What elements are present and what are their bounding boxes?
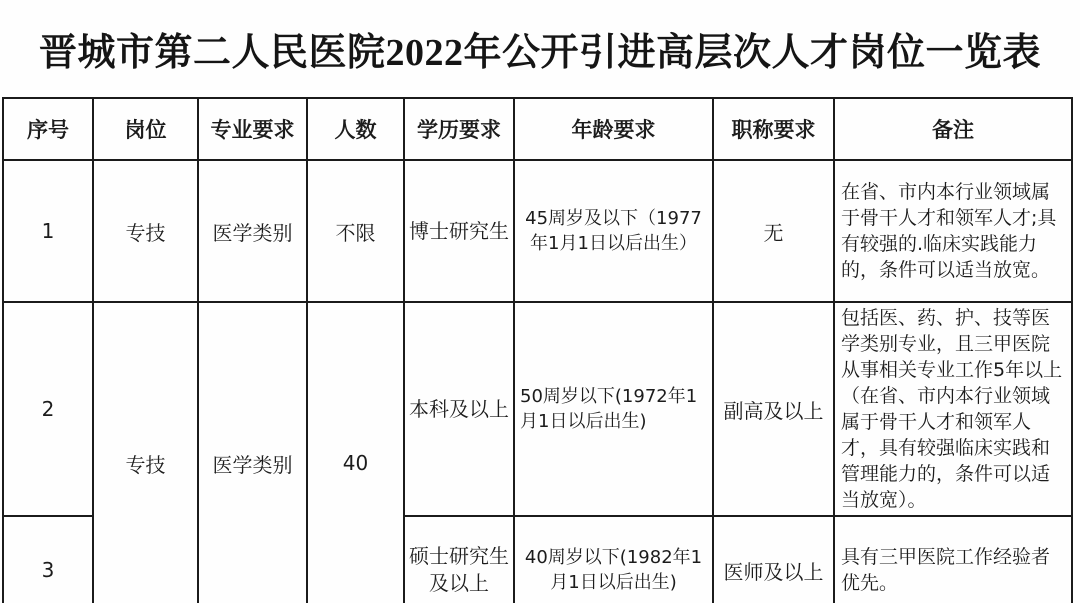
cell-row1-major: 医学类别: [198, 160, 307, 302]
table-header-row: [3, 98, 1072, 160]
cell-row1-title-req: 无: [713, 160, 834, 302]
cell-row1-no: 1: [3, 160, 93, 302]
header-degree: 学历要求: [404, 98, 514, 160]
header-major: 专业要求: [198, 98, 307, 160]
cell-row3-remark: 具有三甲医院工作经验者优先。: [834, 516, 1072, 603]
table-row: [3, 160, 1072, 302]
cell-row2-degree: 本科及以上: [404, 302, 514, 516]
header-count: 人数: [307, 98, 404, 160]
header-no: 序号: [3, 98, 93, 160]
table-row: [3, 302, 1072, 516]
cell-merged-major: 医学类别: [198, 302, 307, 603]
cell-merged-count: 40: [307, 302, 404, 603]
title-bar: [0, 0, 1080, 97]
page-title: 晋城市第二人民医院2022年公开引进高层次人才岗位一览表: [38, 32, 1041, 74]
cell-row1-count: 不限: [307, 160, 404, 302]
cell-row2-title-req: 副高及以上: [713, 302, 834, 516]
cell-row1-post: 专技: [93, 160, 198, 302]
cell-row3-no: 3: [3, 516, 93, 603]
cell-row1-age: 45周岁及以下（1977年1月1日以后出生）: [514, 160, 713, 302]
header-title-req: 职称要求: [713, 98, 834, 160]
cell-row2-age: 50周岁以下(1972年1月1日以后出生): [514, 302, 713, 516]
cell-merged-post: 专技: [93, 302, 198, 603]
cell-row3-degree: 硕士研究生及以上: [404, 516, 514, 603]
cell-row1-remark: 在省、市内本行业领域属于骨干人才和领军人才;具有较强的.临床实践能力的，条件可以适当放宽。: [834, 160, 1072, 302]
cell-row3-age: 40周岁以下(1982年1月1日以后出生): [514, 516, 713, 603]
header-remark: 备注: [834, 98, 1072, 160]
cell-row2-no: 2: [3, 302, 93, 516]
cell-row2-remark: 包括医、药、护、技等医学类别专业，且三甲医院从事相关专业工作5年以上（在省、市内本行业领域属于骨干人才和领军人才，具有较强临床实践和管理能力的，条件可以适当放宽）。: [834, 302, 1072, 516]
cell-row3-title-req: 医师及以上: [713, 516, 834, 603]
header-post: 岗位: [93, 98, 198, 160]
cell-row1-degree: 博士研究生: [404, 160, 514, 302]
header-age: 年龄要求: [514, 98, 713, 160]
job-positions-table: [2, 97, 1073, 603]
